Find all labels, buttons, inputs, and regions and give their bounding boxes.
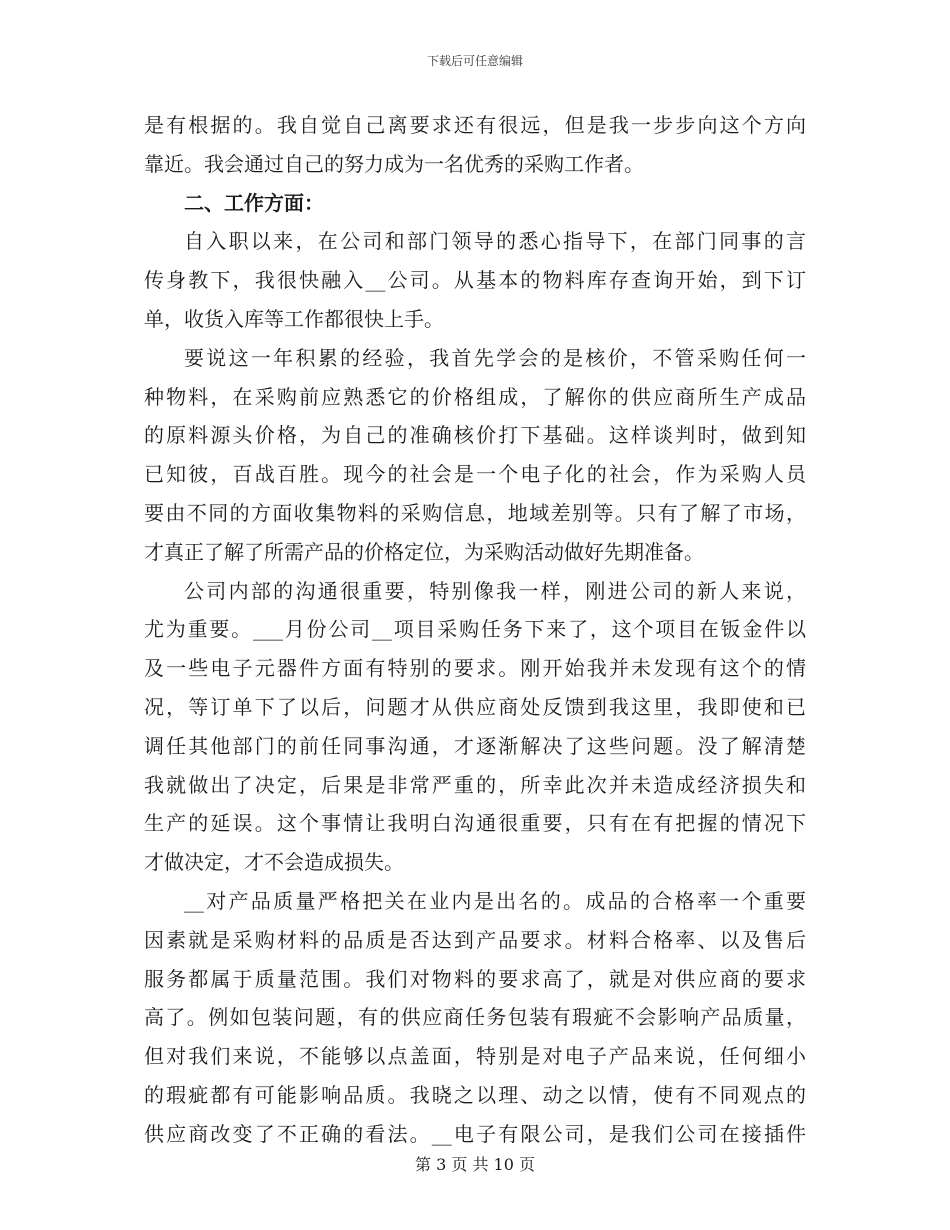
body-text-line: 是有根据的。我自觉自己离要求还有很远，但是我一步步向这个方向 (144, 113, 806, 137)
body-text-line: 供应商改变了不正确的看法。__电子有限公司，是我们公司在接插件 (144, 1121, 806, 1146)
body-text-line: 调任其他部门的前任同事沟通，才逐渐解决了这些问题。没了解清楚 (144, 733, 806, 758)
body-text-line: __对产品质量严格把关在业内是出名的。成品的合格率一个重要 (184, 888, 806, 913)
body-text-line: 我就做出了决定，后果是非常严重的，所幸此次并未造成经济损失和 (144, 772, 806, 797)
body-text-line: 种物料，在采购前应熟悉它的价格组成，了解你的供应商所生产成品 (144, 384, 806, 409)
body-text-line: 公司内部的沟通很重要，特别像我一样，刚进公司的新人来说， (184, 578, 806, 603)
body-text-line: 才真正了解了所需产品的价格定位，为采购活动做好先期准备。 (144, 539, 704, 564)
document-body (144, 106, 806, 1154)
body-text-line: 要由不同的方面收集物料的采购信息，地域差别等。只有了解了市场， (144, 500, 806, 525)
body-text-line: 单，收货入库等工作都很快上手。 (144, 306, 444, 331)
body-text-line: 生产的延误。这个事情让我明白沟通很重要，只有在有把握的情况下 (144, 811, 806, 836)
body-text-line: 自入职以来，在公司和部门领导的悉心指导下，在部门同事的言 (184, 229, 806, 254)
body-text-line: 要说这一年积累的经验，我首先学会的是核价，不管采购任何一 (184, 345, 806, 370)
body-text-line: 高了。例如包装问题，有的供应商任务包装有瑕疵不会影响产品质量， (144, 1005, 806, 1030)
body-text-line: 但对我们来说，不能够以点盖面，特别是对电子产品来说，任何细小 (144, 1044, 806, 1069)
body-text-line: 的瑕疵都有可能影响品质。我晓之以理、动之以情，使有不同观点的 (144, 1082, 806, 1107)
body-text-line: 靠近。我会通过自己的努力成为一名优秀的采购工作者。 (144, 151, 644, 176)
page-number: 第 3 页 共 10 页 (415, 1155, 535, 1174)
page-header: 下载后可任意编辑 (426, 54, 523, 68)
body-text-line: 服务都属于质量范围。我们对物料的要求高了，就是对供应商的要求 (144, 966, 806, 991)
body-text-line: 况，等订单下了以后，问题才从供应商处反馈到我这里，我即使和已 (144, 694, 806, 719)
body-text-line: 因素就是采购材料的品质是否达到产品要求。材料合格率、以及售后 (144, 927, 806, 952)
section-heading: 二、工作方面： (184, 190, 324, 215)
body-text-line: 才做决定，才不会造成损失。 (144, 850, 404, 875)
body-text-line: 尤为重要。___月份公司__项目采购任务下来了，这个项目在钣金件以 (144, 617, 806, 642)
body-text-line: 的原料源头价格，为自己的准确核价打下基础。这样谈判时，做到知 (144, 423, 806, 448)
body-text-line: 及一些电子元器件方面有特别的要求。刚开始我并未发现有这个的情 (144, 656, 806, 681)
body-text-line: 传身教下，我很快融入__公司。从基本的物料库存查询开始，到下订 (144, 268, 806, 293)
body-text-line: 已知彼，百战百胜。现今的社会是一个电子化的社会，作为采购人员 (144, 462, 806, 487)
